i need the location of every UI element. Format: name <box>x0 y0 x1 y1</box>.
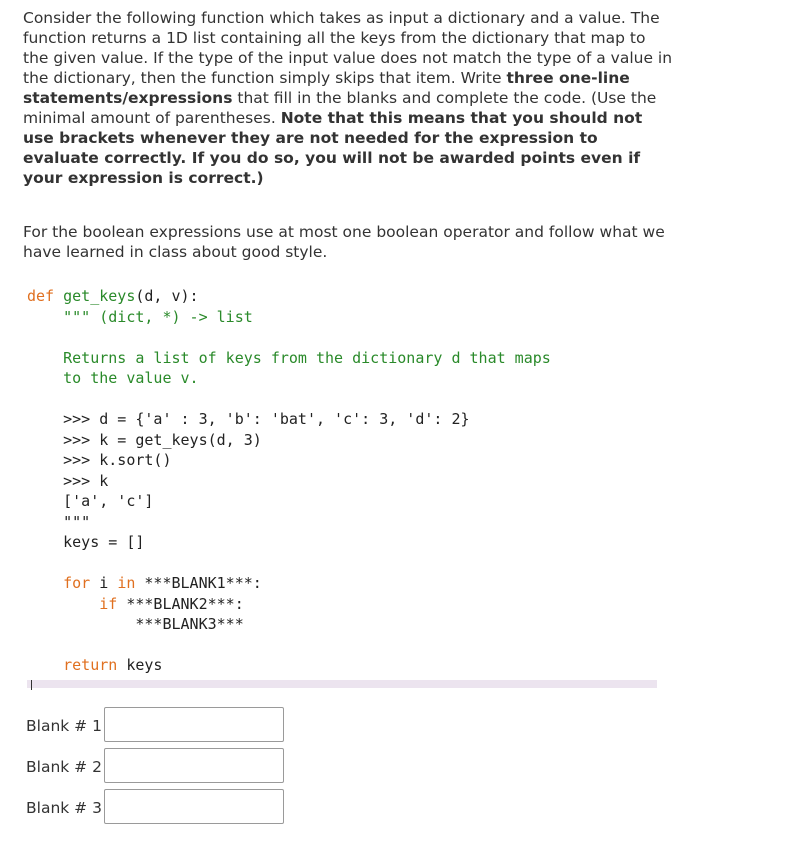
text-cursor <box>31 680 32 690</box>
blank-2-input[interactable] <box>104 748 284 783</box>
blank1-placeholder: ***BLANK1***: <box>135 574 262 592</box>
blank2-placeholder: ***BLANK2***: <box>117 594 244 613</box>
docstring-line: """ (dict, *) -> list <box>27 307 253 326</box>
function-params: (d, v): <box>135 287 199 305</box>
example-line: >>> k = get_keys(d, 3) <box>27 430 262 449</box>
style-instruction: For the boolean expressions use at most one boolean operator and follow what we have learned in class about good style. <box>23 223 665 261</box>
loop-variable: i <box>90 574 118 592</box>
blank-code-line <box>27 635 657 656</box>
example-line: >>> d = {'a' : 3, 'b': 'bat', 'c': 3, 'd': 2} <box>27 410 470 428</box>
blank-3-input[interactable] <box>104 789 284 824</box>
if-keyword: if <box>99 594 118 613</box>
return-keyword: return <box>63 656 118 674</box>
blank-label: Blank # 3 <box>26 799 102 817</box>
blank-label: Blank # 1 <box>26 717 102 735</box>
blank-1-input[interactable] <box>104 707 284 742</box>
example-output-line: ['a', 'c'] <box>27 492 154 510</box>
def-keyword: def <box>27 287 55 305</box>
if-line <box>27 594 657 615</box>
code-block <box>27 286 657 676</box>
question-emphasis: three one-line statements/expressions <box>23 69 630 107</box>
for-keyword: for <box>63 574 91 592</box>
editor-highlight-line <box>27 680 657 688</box>
example-line: >>> k <box>27 471 109 490</box>
in-keyword: in <box>117 574 136 592</box>
docstring-line: Returns a list of keys from the dictionary d that maps <box>27 348 551 367</box>
question-warning: Note that this means that you should not use brackets whenever they are not needed for the expression to evaluate correctly. If you do so, you will not be awarded points even if your expression is correct.) <box>23 109 643 187</box>
docstring-close-line: """ <box>27 512 91 531</box>
return-line <box>27 655 657 676</box>
code-def-line <box>27 286 657 307</box>
blank-code-line <box>27 327 657 348</box>
blank3-placeholder: ***BLANK3*** <box>27 615 244 633</box>
blank-label: Blank # 2 <box>26 758 102 776</box>
docstring-line: to the value v. <box>27 369 199 387</box>
blank-code-line <box>27 389 657 410</box>
function-name: get_keys <box>63 287 136 305</box>
for-line <box>27 573 657 594</box>
keys-init-line: keys = [] <box>27 533 145 551</box>
question-paragraph <box>23 8 673 188</box>
question-text: Consider the following function which takes as input a dictionary and a value. The function returns a 1D list containing all the keys from the dictionary that map to the given value. If the type of the input value does not match the type of a value in the dictionary, then the function simply skips that item. Write <box>23 9 673 87</box>
blank-code-line <box>27 553 657 574</box>
return-value: keys <box>117 656 163 674</box>
example-line: >>> k.sort() <box>27 451 172 469</box>
question-text: that fill in the blanks and complete the code. (Use the minimal amount of parentheses. <box>23 89 657 127</box>
